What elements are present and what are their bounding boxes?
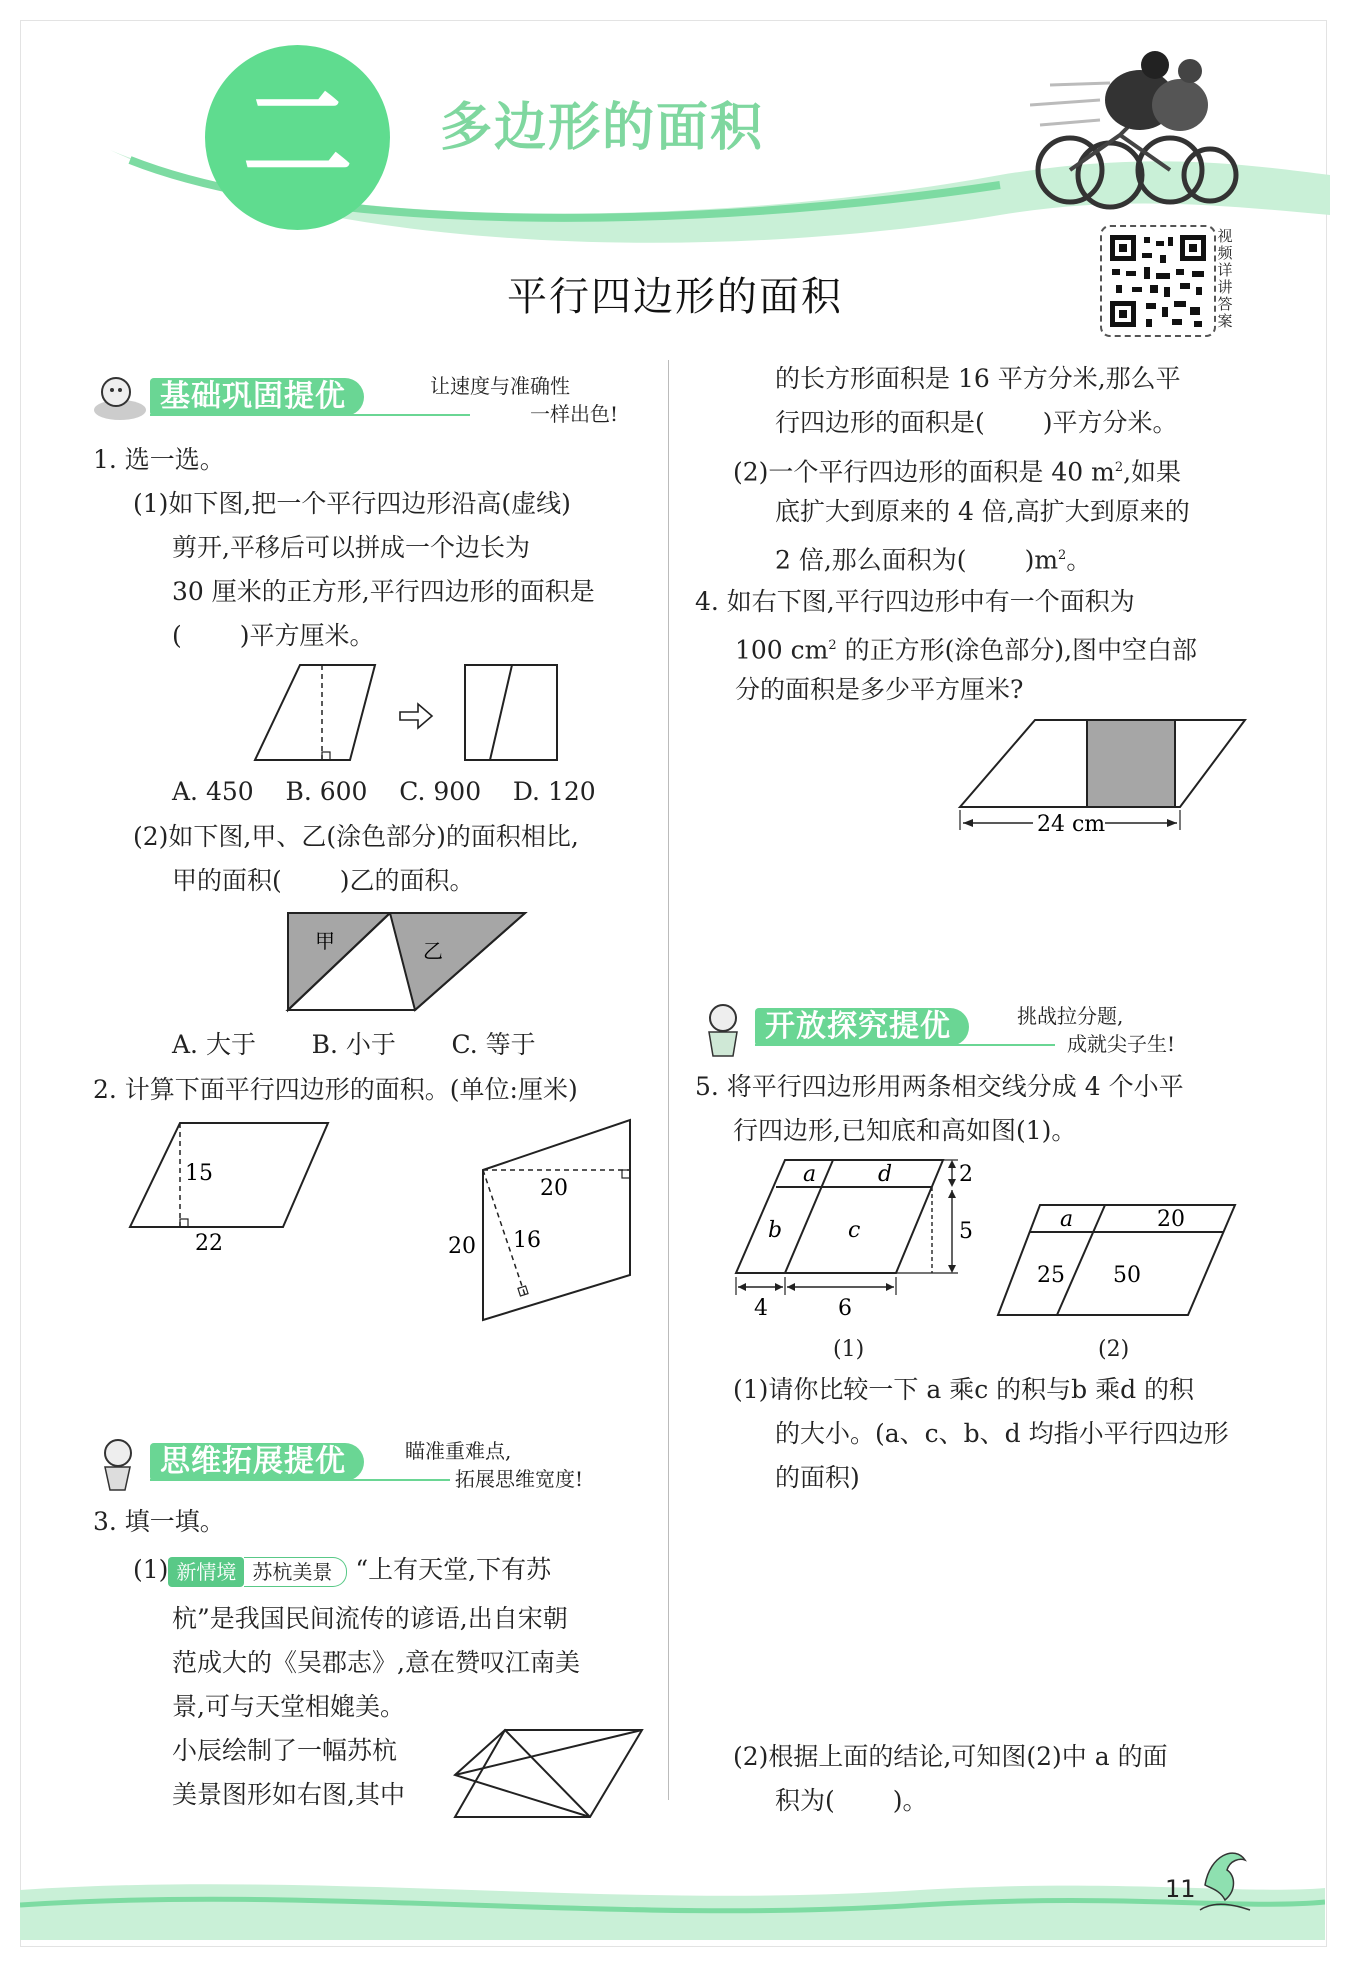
q5-figure1	[728, 1155, 983, 1330]
superscript: 2	[1058, 548, 1067, 563]
q1-p1-line1: (1)如下图,把一个平行四边形沿高(虚线)	[133, 489, 571, 518]
q5-figure2	[995, 1200, 1240, 1320]
label-yi: 乙	[423, 939, 443, 963]
q3-line1	[133, 1548, 551, 1592]
q3-line2: 杭”是我国民间流传的谚语,出自宋朝	[172, 1604, 568, 1633]
q3-figure	[450, 1725, 650, 1825]
q1-p1-line4	[172, 614, 375, 658]
q1-p1-line2: 剪开,平移后可以拼成一个边长为	[172, 533, 530, 562]
banner-underline	[150, 414, 470, 416]
text: (2)一个平行四边形的面积是 40 m	[733, 457, 1115, 487]
text: )平方分米。	[1042, 408, 1178, 437]
chapter-title: 多边形的面积	[440, 98, 765, 158]
text: 2 倍,那么面积为(	[775, 545, 967, 575]
text: 的正方形(涂色部分),图中空白部	[836, 635, 1198, 665]
mascot-icon	[695, 1000, 755, 1058]
q3-line4: 景,可与天堂相媲美。	[172, 1692, 405, 1721]
q1-heading: 1. 选一选。	[93, 445, 225, 474]
chapter-header	[0, 0, 1350, 250]
banner-open	[695, 1000, 1245, 1060]
q5-fig2-caption: (2)	[1098, 1337, 1130, 1362]
banner-underline	[150, 1479, 450, 1481]
banner-open-motto2: 成就尖子生!	[1067, 1032, 1176, 1056]
dolphin-icon	[1195, 1840, 1255, 1920]
text: 。	[1066, 545, 1092, 575]
q5-p2-line1: (2)根据上面的结论,可知图(2)中 a 的面	[733, 1742, 1168, 1771]
q5-fig1-h2: 5	[959, 1219, 973, 1244]
banner-basic-motto1: 让速度与准确性	[430, 374, 570, 398]
text: “上有天堂,下有苏	[355, 1555, 552, 1584]
q5-p1-line1: (1)请你比较一下 a 乘c 的积与b 乘d 的积	[733, 1375, 1195, 1404]
text: )乙的面积。	[339, 866, 475, 895]
q5-fig1-w2: 6	[838, 1296, 852, 1321]
superscript: 2	[1114, 460, 1124, 475]
banner-underline	[755, 1044, 1055, 1046]
banner-thinking-motto2: 拓展思维宽度!	[455, 1467, 584, 1491]
banner-basic-title: 基础巩固提优	[150, 378, 364, 416]
q1-p2-line1: (2)如下图,甲、乙(涂色部分)的面积相比,	[133, 822, 579, 851]
banner-thinking	[90, 1435, 650, 1495]
q2-fig2-diag: 16	[513, 1228, 541, 1253]
q5-line2: 行四边形,已知底和高如图(1)。	[733, 1116, 1077, 1145]
q3-p2-line3	[775, 534, 1091, 582]
label-jia: 甲	[315, 929, 335, 953]
chapter-number: 二	[242, 71, 353, 199]
q5-p1-line2: 的大小。(a、c、b、d 均指小平行四边形	[775, 1419, 1229, 1448]
page-number: 11	[1165, 1875, 1196, 1903]
text: )m	[1024, 545, 1059, 575]
paren-close: )平方厘米。	[239, 621, 375, 650]
q1-p1-options	[172, 770, 596, 814]
q3-line5: 小辰绘制了一幅苏杭	[172, 1736, 398, 1765]
option-b[interactable]: B. 小于	[311, 1030, 396, 1059]
q5-fig1-w1: 4	[754, 1296, 768, 1321]
mascot-icon	[90, 370, 150, 428]
q3-line3: 范成大的《吴郡志》,意在赞叹江南美	[172, 1648, 580, 1677]
q4-figure	[955, 715, 1255, 840]
q5-fig1-d: d	[878, 1162, 893, 1187]
q5-fig1-h1: 2	[959, 1162, 973, 1187]
q5-fig1-c: c	[848, 1218, 861, 1243]
q1-p2-figure	[285, 910, 535, 1015]
banner-open-motto1: 挑战拉分题,	[1017, 1004, 1124, 1028]
q5-fig2-v3: 50	[1113, 1263, 1141, 1288]
text: 100 cm	[735, 635, 829, 665]
section-title: 平行四边形的面积	[507, 274, 843, 320]
q5-fig1-b: b	[768, 1218, 783, 1243]
banner-thinking-title: 思维拓展提优	[150, 1443, 364, 1481]
q4-line2	[735, 624, 1197, 672]
text: ,如果	[1123, 457, 1182, 487]
q1-p1-line3: 30 厘米的正方形,平行四边形的面积是	[172, 577, 595, 606]
text: 积为(	[775, 1786, 835, 1815]
q5-fig2-v2: 25	[1037, 1263, 1065, 1288]
context-title: 苏杭美景	[244, 1557, 347, 1587]
q3-heading: 3. 填一填。	[93, 1507, 225, 1536]
option-b[interactable]: B. 600	[285, 777, 368, 806]
text: 行四边形的面积是(	[775, 408, 985, 437]
q4-line1: 4. 如右下图,平行四边形中有一个面积为	[695, 587, 1135, 616]
q5-p1-line3: 的面积)	[775, 1463, 860, 1492]
paren-open: (	[172, 621, 182, 650]
q3-line6: 美景图形如右图,其中	[172, 1780, 405, 1809]
q1-p2-options	[172, 1023, 536, 1067]
banner-basic	[90, 370, 650, 430]
option-a[interactable]: A. 450	[172, 777, 254, 806]
option-a[interactable]: A. 大于	[172, 1030, 256, 1059]
q5-p2-line2	[775, 1779, 928, 1823]
text: 甲的面积(	[172, 866, 282, 895]
banner-thinking-motto1: 瞄准重难点,	[405, 1439, 512, 1463]
option-c[interactable]: C. 900	[399, 777, 482, 806]
q1-p1-figure	[250, 660, 570, 770]
q5-fig2-a: a	[1060, 1207, 1074, 1232]
footer-wave	[20, 1860, 1325, 1940]
q5-fig1-a: a	[803, 1162, 817, 1187]
q4-base-label: 24 cm	[1037, 812, 1106, 837]
new-context-tag: 新情境	[168, 1557, 244, 1587]
q4-line3: 分的面积是多少平方厘米?	[735, 675, 1024, 704]
cyclist-illustration	[1030, 45, 1240, 215]
q1-p2-line2	[172, 859, 475, 903]
text: )。	[892, 1786, 928, 1815]
qr-label: 视频详讲答案	[1217, 227, 1233, 330]
q3-right-line2	[775, 401, 1178, 445]
q3-right-line1: 的长方形面积是 16 平方分米,那么平	[775, 364, 1181, 393]
option-d[interactable]: D. 120	[512, 777, 596, 806]
superscript: 2	[828, 638, 837, 653]
text: (1)	[133, 1555, 169, 1584]
banner-basic-motto2: 一样出色!	[530, 402, 619, 426]
q2-fig2-left: 20	[448, 1234, 476, 1259]
q5-line1: 5. 将平行四边形用两条相交线分成 4 个小平	[695, 1072, 1184, 1101]
q2-fig2-top: 20	[540, 1176, 568, 1201]
q2-figure1	[125, 1115, 335, 1255]
q3-p2-line2: 底扩大到原来的 4 倍,高扩大到原来的	[775, 497, 1190, 526]
q3-p2-line1	[733, 446, 1181, 494]
column-divider	[668, 360, 669, 1800]
q2-figure2	[445, 1115, 645, 1325]
banner-open-title: 开放探究提优	[755, 1008, 969, 1046]
q2-fig1-height: 15	[185, 1161, 213, 1186]
option-c[interactable]: C. 等于	[451, 1030, 536, 1059]
q2-heading: 2. 计算下面平行四边形的面积。(单位:厘米)	[93, 1075, 578, 1104]
q5-fig2-v1: 20	[1157, 1207, 1185, 1232]
q5-fig1-caption: (1)	[833, 1337, 865, 1362]
q2-fig1-base: 22	[195, 1231, 223, 1255]
mascot-icon	[90, 1435, 150, 1493]
